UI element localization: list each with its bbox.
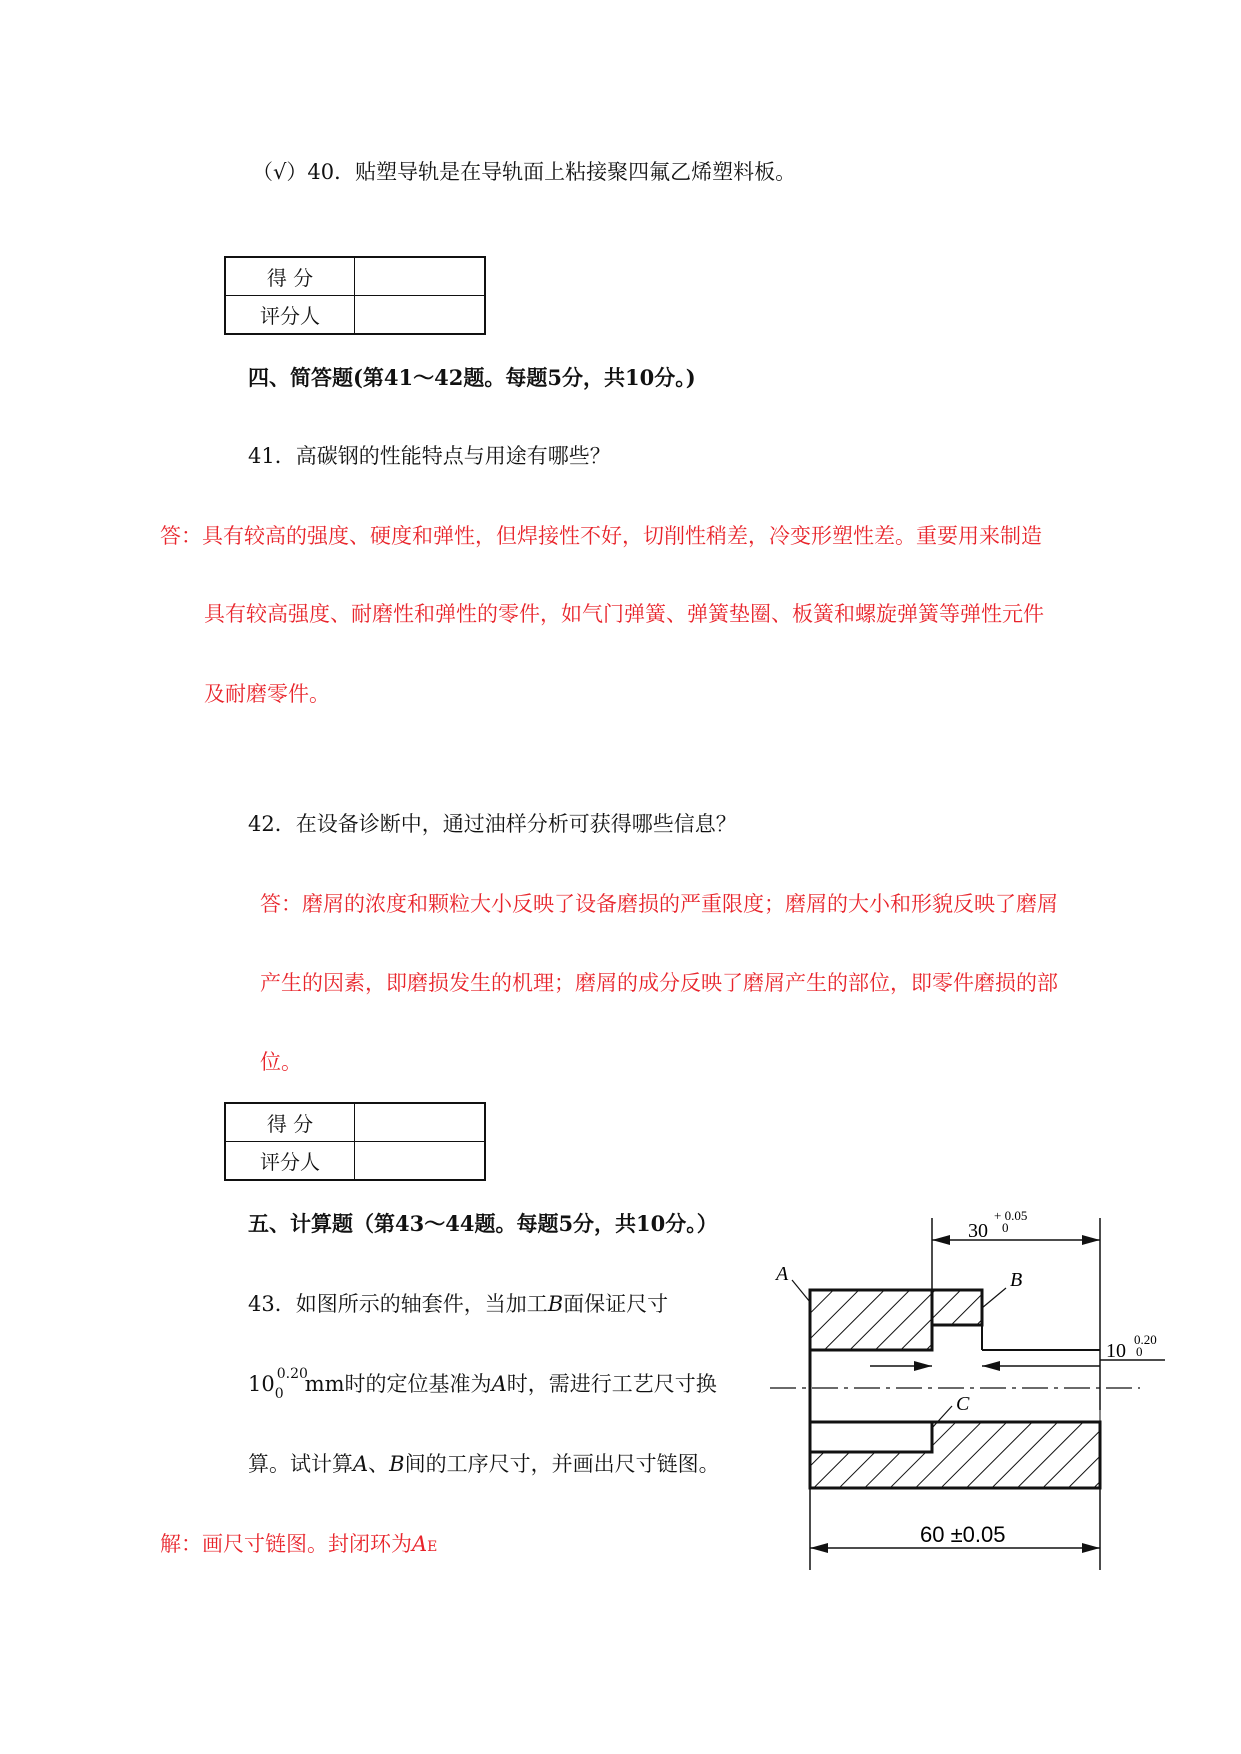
section5-heading: 五、计算题（第43～44题。每题5分，共10分。）: [248, 1211, 718, 1236]
arrow-icon: [932, 1235, 950, 1245]
arrow-icon: [914, 1361, 932, 1371]
q43-line3: [248, 1451, 720, 1477]
label-B: B: [1010, 1269, 1023, 1291]
score-label: 得 分: [225, 1103, 355, 1142]
q40-line: [252, 159, 796, 185]
q43-line1-prefix: 43．如图所示的轴套件，当加工: [248, 1292, 548, 1316]
score-value-cell[interactable]: [355, 1103, 486, 1142]
arrow-icon: [810, 1543, 828, 1553]
q43-solution-A: A: [412, 1532, 428, 1556]
leader-line-B: [982, 1288, 1006, 1308]
shaft-sleeve-figure: [770, 1200, 1200, 1580]
upper-left-section: [810, 1290, 932, 1350]
q43-line3-A: A: [353, 1452, 369, 1476]
dim-top-main: 30: [968, 1220, 988, 1242]
dim-top-lower: 0: [1002, 1220, 1009, 1235]
q42-answer-line2: 产生的因素，即磨损发生的机理；磨屑的成分反映了磨屑产生的部位，即零件磨损的部: [260, 971, 1058, 995]
upper-step-section: [932, 1290, 982, 1325]
q43-solution-prefix: 解：画尺寸链图。封闭环为: [160, 1532, 412, 1556]
q41-answer-line3: 及耐磨零件。: [204, 682, 330, 706]
arrow-icon: [1082, 1543, 1100, 1553]
dim-top-upper: + 0.05: [994, 1208, 1028, 1223]
arrow-icon: [1082, 1235, 1100, 1245]
q43-tolerance-base: 10: [248, 1372, 275, 1396]
q42-answer-line3: 位。: [260, 1050, 302, 1074]
q43-line3-mid: 、: [368, 1452, 390, 1476]
arrow-icon: [982, 1361, 1000, 1371]
q41-answer-line2: 具有较高强度、耐磨性和弹性的零件，如气门弹簧、弹簧垫圈、板簧和螺旋弹簧等弹性元件: [204, 602, 1044, 626]
dim-right-main: 10: [1106, 1340, 1126, 1362]
leader-line-A: [792, 1280, 810, 1302]
dim-right-lower: 0: [1136, 1344, 1143, 1359]
q43-line1-suffix: 面保证尺寸: [563, 1292, 669, 1316]
q43-solution-sub: E: [427, 1539, 438, 1555]
q43-line3-B: B: [389, 1452, 405, 1476]
q43-line2-suffix: 时，需进行工艺尺寸换: [506, 1372, 717, 1396]
label-C: C: [956, 1393, 970, 1415]
q43-tolerance-stack: [274, 1366, 308, 1402]
label-A: A: [776, 1263, 789, 1285]
lower-bore-step: [810, 1422, 932, 1452]
grader-label: 评分人: [225, 1142, 355, 1181]
q40-text: 40．贴塑导轨是在导轨面上粘接聚四氟乙烯塑料板。: [307, 160, 797, 184]
dim-bottom: 60 ±0.05: [920, 1522, 1006, 1547]
grader-value-cell[interactable]: [355, 1142, 486, 1181]
q43-line1-B: B: [547, 1292, 564, 1316]
q43-line2-mm: mm时的定位基准为: [304, 1372, 492, 1396]
q40-mark: （√）: [252, 160, 308, 184]
dim-right-upper: 0.20: [1134, 1332, 1157, 1347]
score-label: 得 分: [225, 257, 355, 296]
q43-line1: [248, 1291, 668, 1317]
section4-heading: 四、简答题(第41～42题。每题5分，共10分。): [248, 365, 696, 390]
grader-value-cell[interactable]: [355, 296, 486, 335]
q43-solution: [160, 1531, 437, 1560]
q42-question: 42．在设备诊断中，通过油样分析可获得哪些信息？: [248, 812, 737, 836]
q43-line2: [248, 1366, 717, 1402]
score-table-1: [224, 256, 486, 335]
score-table-2: [224, 1102, 486, 1181]
q43-tolerance-upper: 0.20: [276, 1366, 308, 1382]
q43-line3-suffix: 间的工序尺寸，并画出尺寸链图。: [404, 1452, 720, 1476]
q41-answer-line1: 答：具有较高的强度、硬度和弹性，但焊接性不好，切削性稍差，冷变形塑性差。重要用来制造: [160, 524, 1042, 548]
score-value-cell[interactable]: [355, 257, 486, 296]
q43-line3-prefix: 算。试计算: [248, 1452, 353, 1476]
q41-question: 41．高碳钢的性能特点与用途有哪些？: [248, 444, 611, 468]
q42-answer-line1: 答：磨屑的浓度和颗粒大小反映了设备磨损的严重限度；磨屑的大小和形貌反映了磨屑: [260, 892, 1058, 916]
grader-label: 评分人: [225, 296, 355, 335]
q43-line2-A: A: [491, 1372, 507, 1396]
q43-tolerance-lower: 0: [274, 1386, 284, 1402]
